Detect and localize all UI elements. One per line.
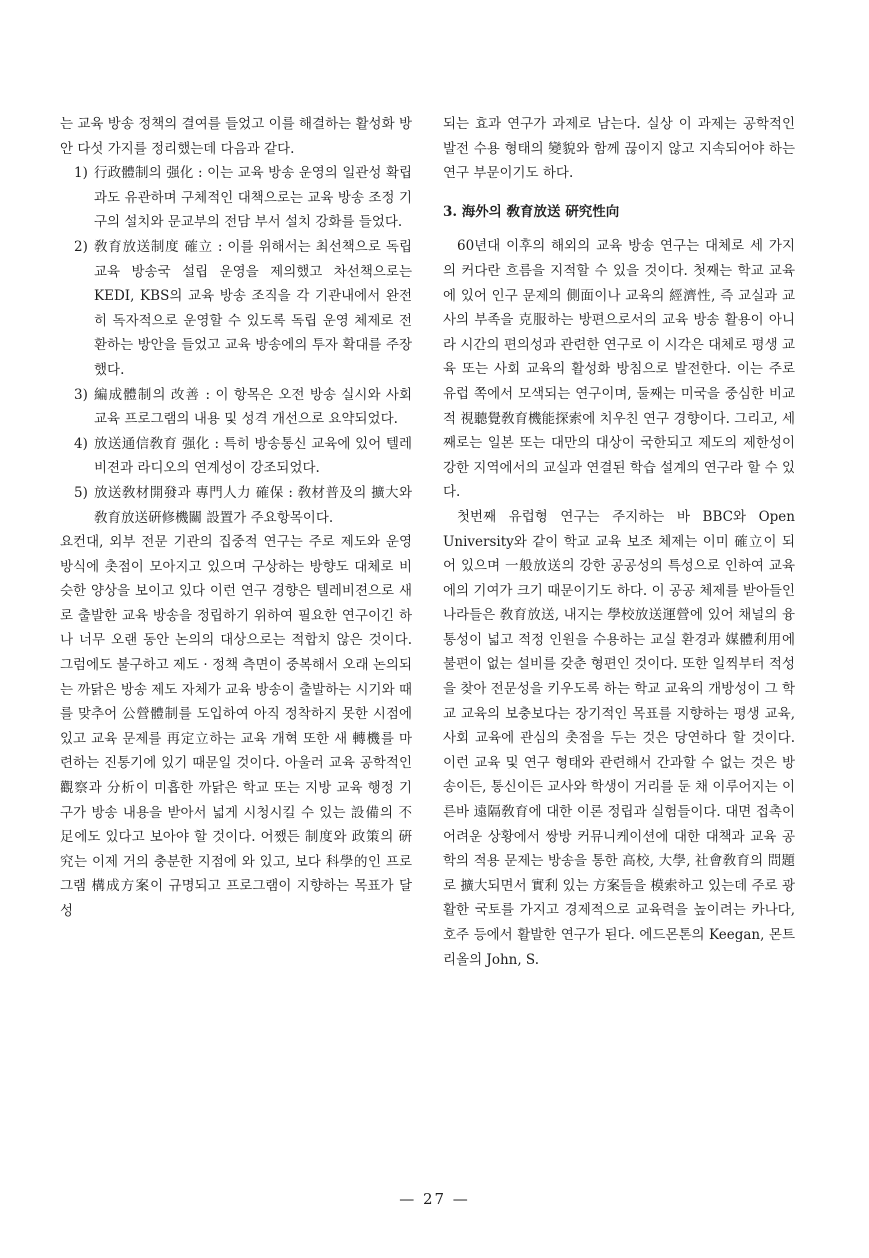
item-number: 1) — [74, 165, 88, 182]
left-intro-paragraph: 는 교육 방송 정책의 결여를 들었고 이를 해결하는 활성화 방안 다섯 가지를 정리했는데 다음과 같다. — [60, 116, 412, 157]
item-number: 2) — [74, 238, 88, 255]
section-paragraph-1: 60년대 이후의 해외의 교육 방송 연구는 대체로 세 가지의 커다란 흐름을 지적할 수 있을 것이다. 첫째는 학교 교육에 있어 인구 문제의 側面이나 교육의 經濟性, 즉 교실과 교사의 부족을 克服하는 방편으로서의 교육 방송 활용이 아니라 시간의 편의성과 관련한 연구로 이 시각은 대체로 평생 교육 또는 사회 교육의 활성화 방침으로 발전한다. 이는 주로 유럽 쪽에서 모색되는 연구이며, 둘째는 미국을 중심한 비교적 視聽覺敎育機能探索에 치우친 연구 경향이다. 그리고, 세째로는 일본 또는 대만의 대상이 국한되고 제도의 제한성이 강한 지역에서의 교실과 연결된 학습 설계의 연구라 할 수 있다. — [443, 238, 795, 501]
section-heading: 3. 海外의 敎育放送 硏究性向 — [443, 203, 620, 220]
item-text: 編成體制의 改善 : 이 항목은 오전 방송 실시와 사회 교육 프로그램의 내용 및 성격 개선으로 요약되었다. — [94, 386, 412, 428]
item-text: 敎育放送制度 確立 : 이를 위해서는 최선책으로 독립 교육 방송국 설립 운영을 제의했고 차선책으로는 KEDI, KBS의 교육 방송 조직을 각 기관내에서 완전히 독자적으로 운영할 수 있도록 독립 운영 체제로 전환하는 방안을 들었고 교육 방송에의 투자 확대를 주장했다. — [94, 238, 412, 378]
item-text: 放送通信敎育 强化 : 특히 방송통신 교육에 있어 텔레비젼과 라디오의 연계성이 강조되었다. — [94, 435, 412, 477]
section-paragraph-2: 첫번째 유럽형 연구는 주지하는 바 BBC와 Open University와 같이 학교 교육 보조 체제는 이미 確立이 되어 있으며 一般放送의 강한 공공성의 특성으로 인하여 교육에의 기여가 크기 때문이기도 하다. 이 공공 체제를 받아들인 나라들은 敎育放送, 내지는 學校放送運營에 있어 채널의 융통성이 넓고 적정 인원을 수용하는 교실 환경과 媒體利用에 불편이 없는 설비를 갖춘 형편인 것이다. 또한 일찍부터 적성을 찾아 전문성을 키우도록 하는 학교 교육의 개방성이 그 학교 교육의 보충보다는 장기적인 목표를 지향하는 평생 교육, 사회 교육에 관심의 촛점을 두는 것은 당연하다 할 것이다. 이런 교육 및 연구 형태와 관련해서 간과할 수 없는 것은 방송이든, 통신이든 교사와 학생이 거리를 둔 채 이루어지는 이른바 遠隔敎育에 대한 이론 정립과 실험들이다. 대면 접촉이 어려운 상황에서 쌍방 커뮤니케이션에 대한 대책과 교육 공학의 적용 문제는 방송을 통한 高校, 大學, 社會敎育의 問題로 擴大되면서 實利 있는 方案들을 模索하고 있는데 주로 광활한 국토를 가지고 경제적으로 교육력을 높이려는 카나다, 호주 등에서 활발한 연구가 된다. 에드몬톤의 Keegan, 몬트리올의 John, S. — [443, 508, 795, 968]
policy-item-4 — [60, 432, 412, 481]
left-column — [60, 112, 412, 924]
item-number: 3) — [74, 386, 88, 403]
policy-item-list — [60, 161, 412, 530]
policy-item-3 — [60, 383, 412, 432]
item-text: 放送敎材開發과 專門人力 確保 : 敎材普及의 擴大와 敎育放送硏修機關 設置가 주요항목이다. — [94, 484, 412, 526]
left-conclusion-paragraph: 요컨대, 외부 전문 기관의 집중적 연구는 주로 제도와 운영 방식에 촛점이 모아지고 있으며 구상하는 방향도 대체로 비슷한 양상을 보이고 있다 이런 연구 경향은 텔레비젼으로 새로 출발한 교육 방송을 정립하기 위하여 필요한 연구이긴 하나 너무 오랜 동안 논의의 대상으로는 적합치 않은 것이다. 그럼에도 불구하고 제도 · 정책 측면이 중복해서 오래 논의되는 까닭은 방송 제도 자체가 교육 방송이 출발하는 시기와 때를 맞추어 公營體制를 도입하여 아직 정착하지 못한 시점에 있고 교육 문제를 再定立하는 교육 개혁 또한 새 轉機를 마련하는 진통기에 있기 때문일 것이다. 아울러 교육 공학적인 觀察과 分析이 미흡한 까닭은 학교 또는 지방 교육 행정 기구가 방송 내용을 받아서 넓게 시청시킬 수 있는 設備의 不足에도 있다고 보아야 할 것이다. 어쨌든 制度와 政策의 硏究는 이제 거의 충분한 지점에 와 있고, 보다 科學的인 프로그램 構成方案이 규명되고 프로그램이 지향하는 목표가 달성 — [60, 534, 412, 919]
policy-item-2 — [60, 235, 412, 383]
right-column — [443, 112, 795, 972]
policy-item-1 — [60, 161, 412, 235]
item-number: 4) — [74, 435, 88, 452]
page-number: — 27 — — [399, 1190, 470, 1208]
item-text: 行政體制의 强化 : 이는 교육 방송 운영의 일관성 확립과도 유관하며 구체적인 대책으로는 교육 방송 조정 기구의 설치와 문교부의 전담 부서 설치 강화를 들었다. — [94, 165, 412, 231]
item-number: 5) — [74, 484, 88, 501]
right-continuation-paragraph: 되는 효과 연구가 과제로 남는다. 실상 이 과제는 공학적인 발전 수용 형태의 變貌와 함께 끊이지 않고 지속되어야 하는 연구 부문이기도 하다. — [443, 116, 795, 182]
policy-item-5 — [60, 481, 412, 530]
